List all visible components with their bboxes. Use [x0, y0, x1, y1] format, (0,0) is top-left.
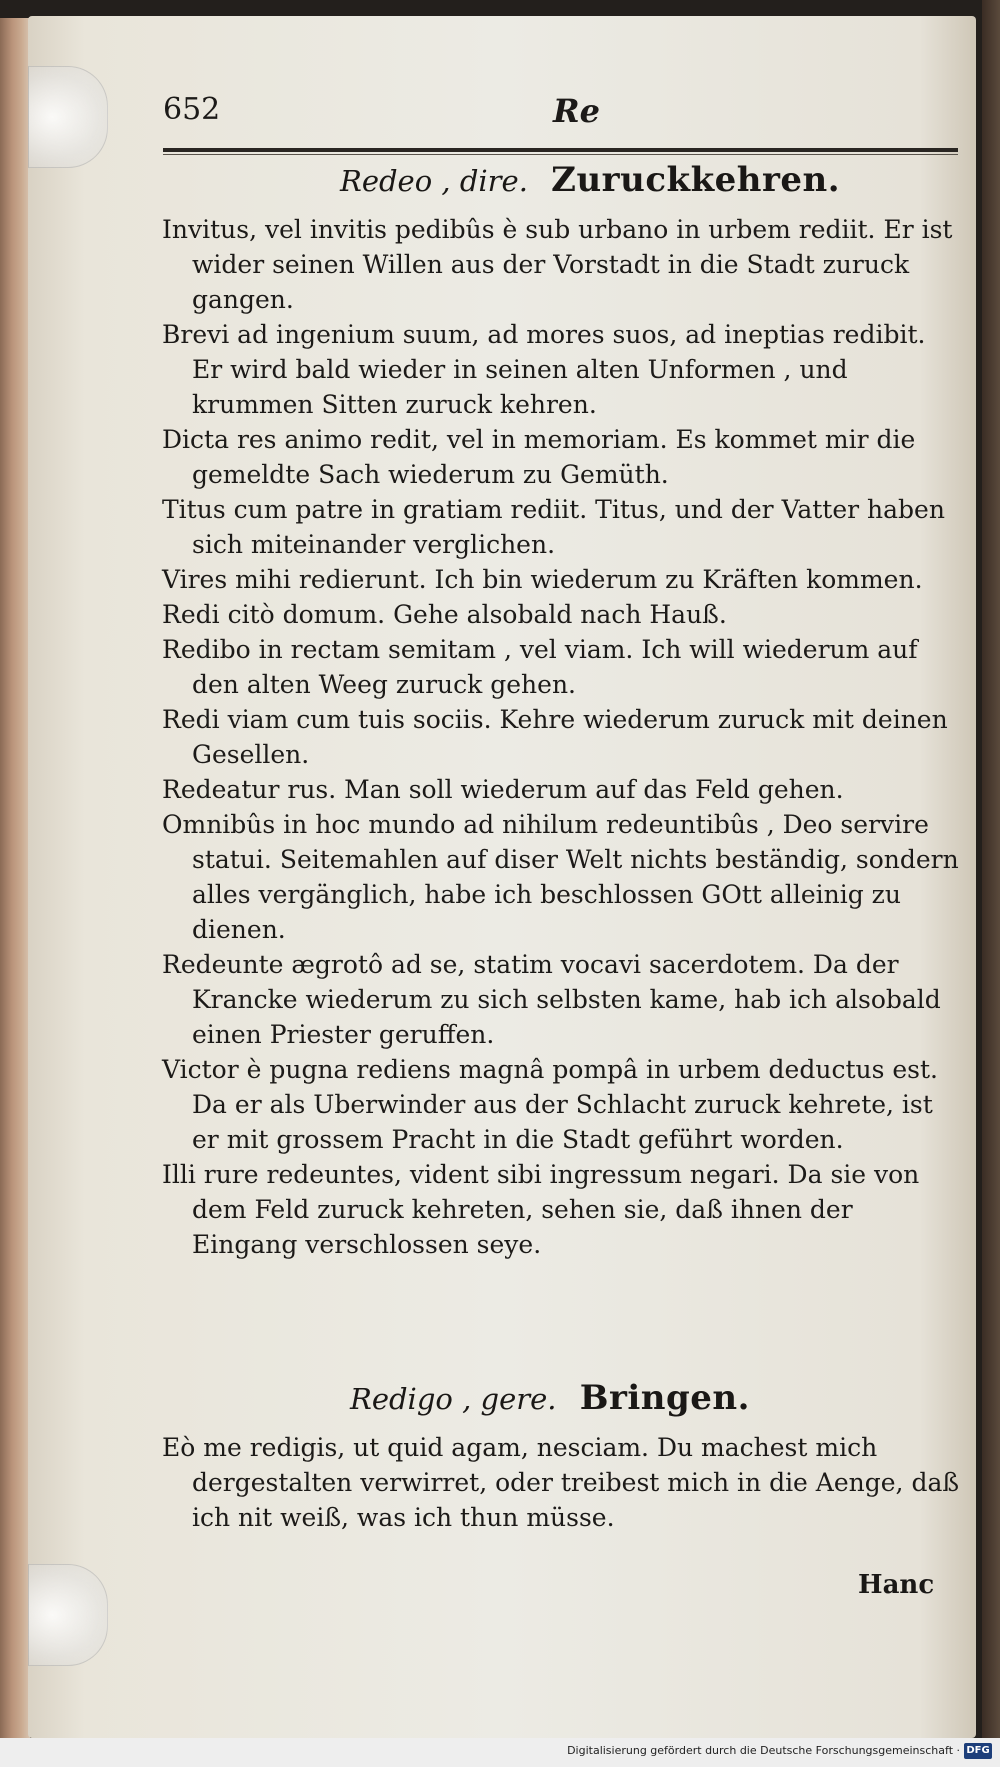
- entry-lemma-latin: Redigo , gere.: [350, 1382, 557, 1416]
- example-10: Omnibûs in hoc mundo ad nihilum redeuntibûs , Deo servire statui. Seitemahlen auf diser Welt nichts beständig, sondern alles vergänglich, habe ich beschlossen GOtt alleinig zu dienen.: [162, 810, 959, 944]
- entry-examples: [162, 1430, 962, 1535]
- entry-lemma-latin: Redeo , dire.: [340, 164, 528, 198]
- example-3: Dicta res animo redit, vel in memoriam. Es kommet mir die gemeldte Sach wiederum zu Gemüth.: [162, 425, 916, 489]
- entry-examples: [162, 212, 962, 1262]
- example-8: Redi viam cum tuis sociis. Kehre wiederum zuruck mit deinen Gesellen.: [162, 705, 948, 769]
- example-12: Victor è pugna rediens magnâ pompâ in urbem deductus est. Da er als Uberwinder aus der Schlacht zuruck kehrete, ist er mit grossem Pracht in die Stadt geführt worden.: [162, 1055, 939, 1154]
- example-2: Brevi ad ingenium suum, ad mores suos, ad ineptias redibit. Er wird bald wieder in seinen alten Unformen , und krummen Sitten zuruck kehren.: [162, 320, 926, 419]
- page-clip-top: [28, 66, 108, 168]
- funding-credit: Digitalisierung gefördert durch die Deutsche Forschungsgemeinschaft ·: [567, 1744, 960, 1757]
- running-head: [163, 92, 963, 142]
- entry-lemma-german: Zuruckkehren.: [551, 160, 841, 200]
- entry-heading: [350, 1378, 750, 1418]
- example-1: Eò me redigis, ut quid agam, nesciam. Du machest mich dergestalten verwirret, oder treibest mich in die Aenge, daß ich nit weiß, was ich thun müsse.: [162, 1433, 960, 1532]
- dfg-logo: DFG: [964, 1743, 992, 1759]
- catchword: Hanc: [858, 1570, 935, 1600]
- example-6: Redi citò domum. Gehe alsobald nach Hauß.: [162, 600, 727, 629]
- example-7: Redibo in rectam semitam , vel viam. Ich will wiederum auf den alten Weeg zuruck gehen.: [162, 635, 918, 699]
- page-number: 652: [163, 92, 221, 127]
- header-rule-thin: [163, 154, 958, 155]
- example-9: Redeatur rus. Man soll wiederum auf das Feld gehen.: [162, 775, 844, 804]
- digitization-footer: [0, 1738, 1000, 1767]
- example-11: Redeunte ægrotô ad se, statim vocavi sacerdotem. Da der Krancke wiederum zu sich selbsten kame, hab ich alsobald einen Priester geruffen.: [162, 950, 941, 1049]
- example-5: Vires mihi redierunt. Ich bin wiederum zu Kräften kommen.: [162, 565, 923, 594]
- entry-lemma-german: Bringen.: [579, 1378, 750, 1418]
- book-edge-left: [0, 18, 30, 1738]
- example-13: Illi rure redeuntes, vident sibi ingressum negari. Da sie von dem Feld zuruck kehreten, sehen sie, daß ihnen der Eingang verschlossen seye.: [162, 1160, 920, 1259]
- example-1: Invitus, vel invitis pedibûs è sub urbano in urbem rediit. Er ist wider seinen Willen aus der Vorstadt in die Stadt zuruck gangen.: [162, 215, 953, 314]
- header-rule: [163, 148, 958, 152]
- page-clip-bottom: [28, 1564, 108, 1666]
- entry-heading: [340, 160, 840, 200]
- running-title: Re: [553, 92, 600, 130]
- example-4: Titus cum patre in gratiam rediit. Titus, und der Vatter haben sich miteinander verglichen.: [162, 495, 945, 559]
- book-edge-right: [982, 0, 1000, 1767]
